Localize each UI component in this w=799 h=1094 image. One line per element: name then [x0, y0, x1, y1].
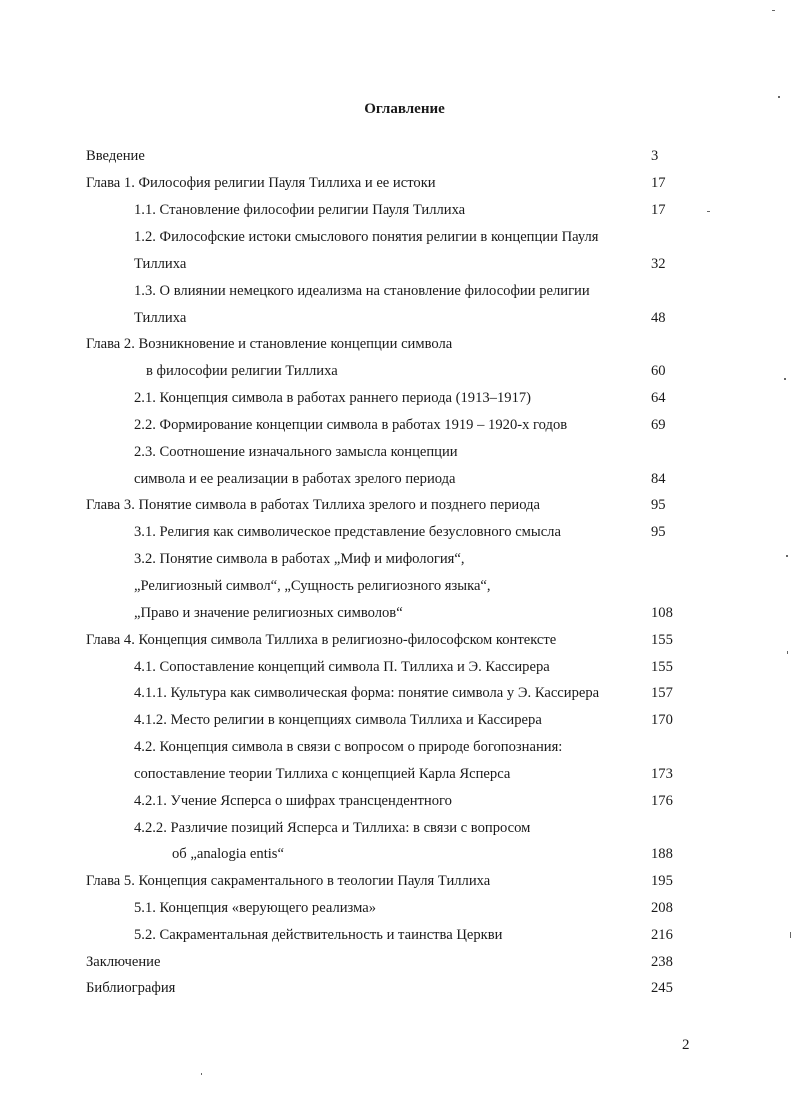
- toc-entry: [0, 495, 799, 515]
- toc-entry: [0, 603, 799, 623]
- toc-entry-text: Глава 3. Понятие символа в работах Тиллиха зрелого и позднего периода: [86, 497, 541, 513]
- toc-entry: [0, 764, 799, 784]
- toc-entry-page: 84: [651, 471, 666, 487]
- toc-entry-page: 48: [651, 310, 666, 326]
- toc-entry-page: 69: [651, 417, 666, 433]
- toc-entry-page: 32: [651, 256, 666, 272]
- toc-entry-text: Глава 1. Философия религии Пауля Тиллиха и ее истоки: [86, 175, 436, 191]
- toc-entry: [0, 442, 799, 462]
- toc-entry: [0, 522, 799, 542]
- toc-entry: [0, 737, 799, 757]
- toc-entry: [0, 146, 799, 166]
- toc-entry-page: 155: [651, 632, 673, 648]
- toc-entry-text: „Право и значение религиозных символов“: [134, 605, 403, 621]
- toc-entry-text: 2.2. Формирование концепции символа в работах 1919 – 1920-х годов: [134, 417, 568, 433]
- toc-entry-text: Тиллиха: [134, 310, 187, 326]
- toc-entry-text: 3.1. Религия как символическое представление безусловного смысла: [134, 524, 561, 540]
- toc-entry: [0, 469, 799, 489]
- toc-entry: [0, 308, 799, 328]
- toc-entry-page: 155: [651, 659, 673, 675]
- toc-entry-page: 216: [651, 927, 673, 943]
- scan-speck: [786, 555, 788, 557]
- toc-entry-page: 173: [651, 766, 673, 782]
- toc-entry-page: 245: [651, 980, 673, 996]
- toc-entry: [0, 334, 799, 354]
- toc-entry-text: 4.2. Концепция символа в связи с вопросом о природе богопознания:: [134, 739, 563, 755]
- toc-entry-text: 5.2. Сакраментальная действительность и таинства Церкви: [134, 927, 503, 943]
- toc-entry-text: 1.1. Становление философии религии Пауля Тиллиха: [134, 202, 466, 218]
- toc-entry-text: 4.1. Сопоставление концепций символа П. Тиллиха и Э. Кассирера: [134, 659, 550, 675]
- toc-entry: [0, 657, 799, 677]
- toc-entry-page: 176: [651, 793, 673, 809]
- toc-entry-page: 188: [651, 846, 673, 862]
- toc-entry: [0, 281, 799, 301]
- toc-entry: [0, 415, 799, 435]
- toc-entry-page: 157: [651, 685, 673, 701]
- page-number: 2: [682, 1037, 690, 1053]
- toc-entry: [0, 549, 799, 569]
- scan-speck: [772, 10, 775, 11]
- page-title: Оглавление: [364, 101, 445, 117]
- toc-entry: [0, 683, 799, 703]
- toc-entry-text: Тиллиха: [134, 256, 187, 272]
- toc-entry-text: об „analogia entis“: [172, 846, 284, 862]
- toc-entry: [0, 844, 799, 864]
- toc-entry: [0, 361, 799, 381]
- toc-entry: [0, 710, 799, 730]
- toc-entry: [0, 254, 799, 274]
- toc-entry-page: 95: [651, 497, 666, 513]
- toc-entry-text: 1.3. О влиянии немецкого идеализма на становление философии религии: [134, 283, 590, 299]
- toc-entry-text: 4.2.2. Различие позиций Ясперса и Тиллиха: в связи с вопросом: [134, 820, 531, 836]
- toc-entry-page: 17: [651, 175, 666, 191]
- scan-speck: [201, 1073, 202, 1075]
- toc-entry-text: 2.3. Соотношение изначального замысла концепции: [134, 444, 458, 460]
- toc-entry-text: 4.2.1. Учение Ясперса о шифрах трансцендентного: [134, 793, 452, 809]
- toc-entry-page: 3: [651, 148, 659, 164]
- toc-entry-text: Глава 4. Концепция символа Тиллиха в религиозно-философском контексте: [86, 632, 557, 648]
- scan-speck: [784, 378, 786, 380]
- toc-entry-text: Заключение: [86, 954, 161, 970]
- toc-entry-text: в философии религии Тиллиха: [146, 363, 338, 379]
- toc-entry: [0, 871, 799, 891]
- scan-speck: [778, 96, 780, 98]
- toc-entry: [0, 630, 799, 650]
- toc-entry: [0, 925, 799, 945]
- toc-entry-page: 95: [651, 524, 666, 540]
- toc-entry: [0, 978, 799, 998]
- toc-entry-text: 2.1. Концепция символа в работах раннего периода (1913–1917): [134, 390, 532, 406]
- toc-entry-page: 17: [651, 202, 666, 218]
- toc-entry-text: 4.1.2. Место религии в концепциях символа Тиллиха и Кассирера: [134, 712, 542, 728]
- toc-entry: [0, 200, 799, 220]
- toc-entry: [0, 791, 799, 811]
- toc-entry-page: 238: [651, 954, 673, 970]
- toc-entry-text: 4.1.1. Культура как символическая форма: понятие символа у Э. Кассирера: [134, 685, 600, 701]
- toc-entry-page: 170: [651, 712, 673, 728]
- scan-speck: [707, 211, 710, 212]
- scan-speck: [790, 932, 791, 938]
- scan-speck: [787, 651, 788, 654]
- toc-entry-text: сопоставление теории Тиллиха с концепцией Карла Ясперса: [134, 766, 511, 782]
- toc-entry: [0, 227, 799, 247]
- toc-entry-text: 1.2. Философские истоки смыслового понятия религии в концепции Пауля: [134, 229, 599, 245]
- toc-entry-page: 195: [651, 873, 673, 889]
- toc-entry: [0, 898, 799, 918]
- toc-entry-text: Глава 5. Концепция сакраментального в теологии Пауля Тиллиха: [86, 873, 491, 889]
- toc-entry-page: 208: [651, 900, 673, 916]
- toc-entry: [0, 173, 799, 193]
- toc-entry: [0, 388, 799, 408]
- toc-entry-text: символа и ее реализации в работах зрелого периода: [134, 471, 456, 487]
- toc-entry-page: 60: [651, 363, 666, 379]
- toc-entry-text: Библиография: [86, 980, 176, 996]
- toc-entry: [0, 952, 799, 972]
- toc-entry-text: Глава 2. Возникновение и становление концепции символа: [86, 336, 453, 352]
- toc-entry-page: 64: [651, 390, 666, 406]
- toc-entry-text: Введение: [86, 148, 145, 164]
- toc-entry: [0, 818, 799, 838]
- toc-entry-text: 5.1. Концепция «верующего реализма»: [134, 900, 377, 916]
- toc-entry-text: 3.2. Понятие символа в работах „Миф и мифология“,: [134, 551, 465, 567]
- toc-entry-page: 108: [651, 605, 673, 621]
- toc-entry-text: „Религиозный символ“, „Сущность религиозного языка“,: [134, 578, 491, 594]
- toc-entry: [0, 576, 799, 596]
